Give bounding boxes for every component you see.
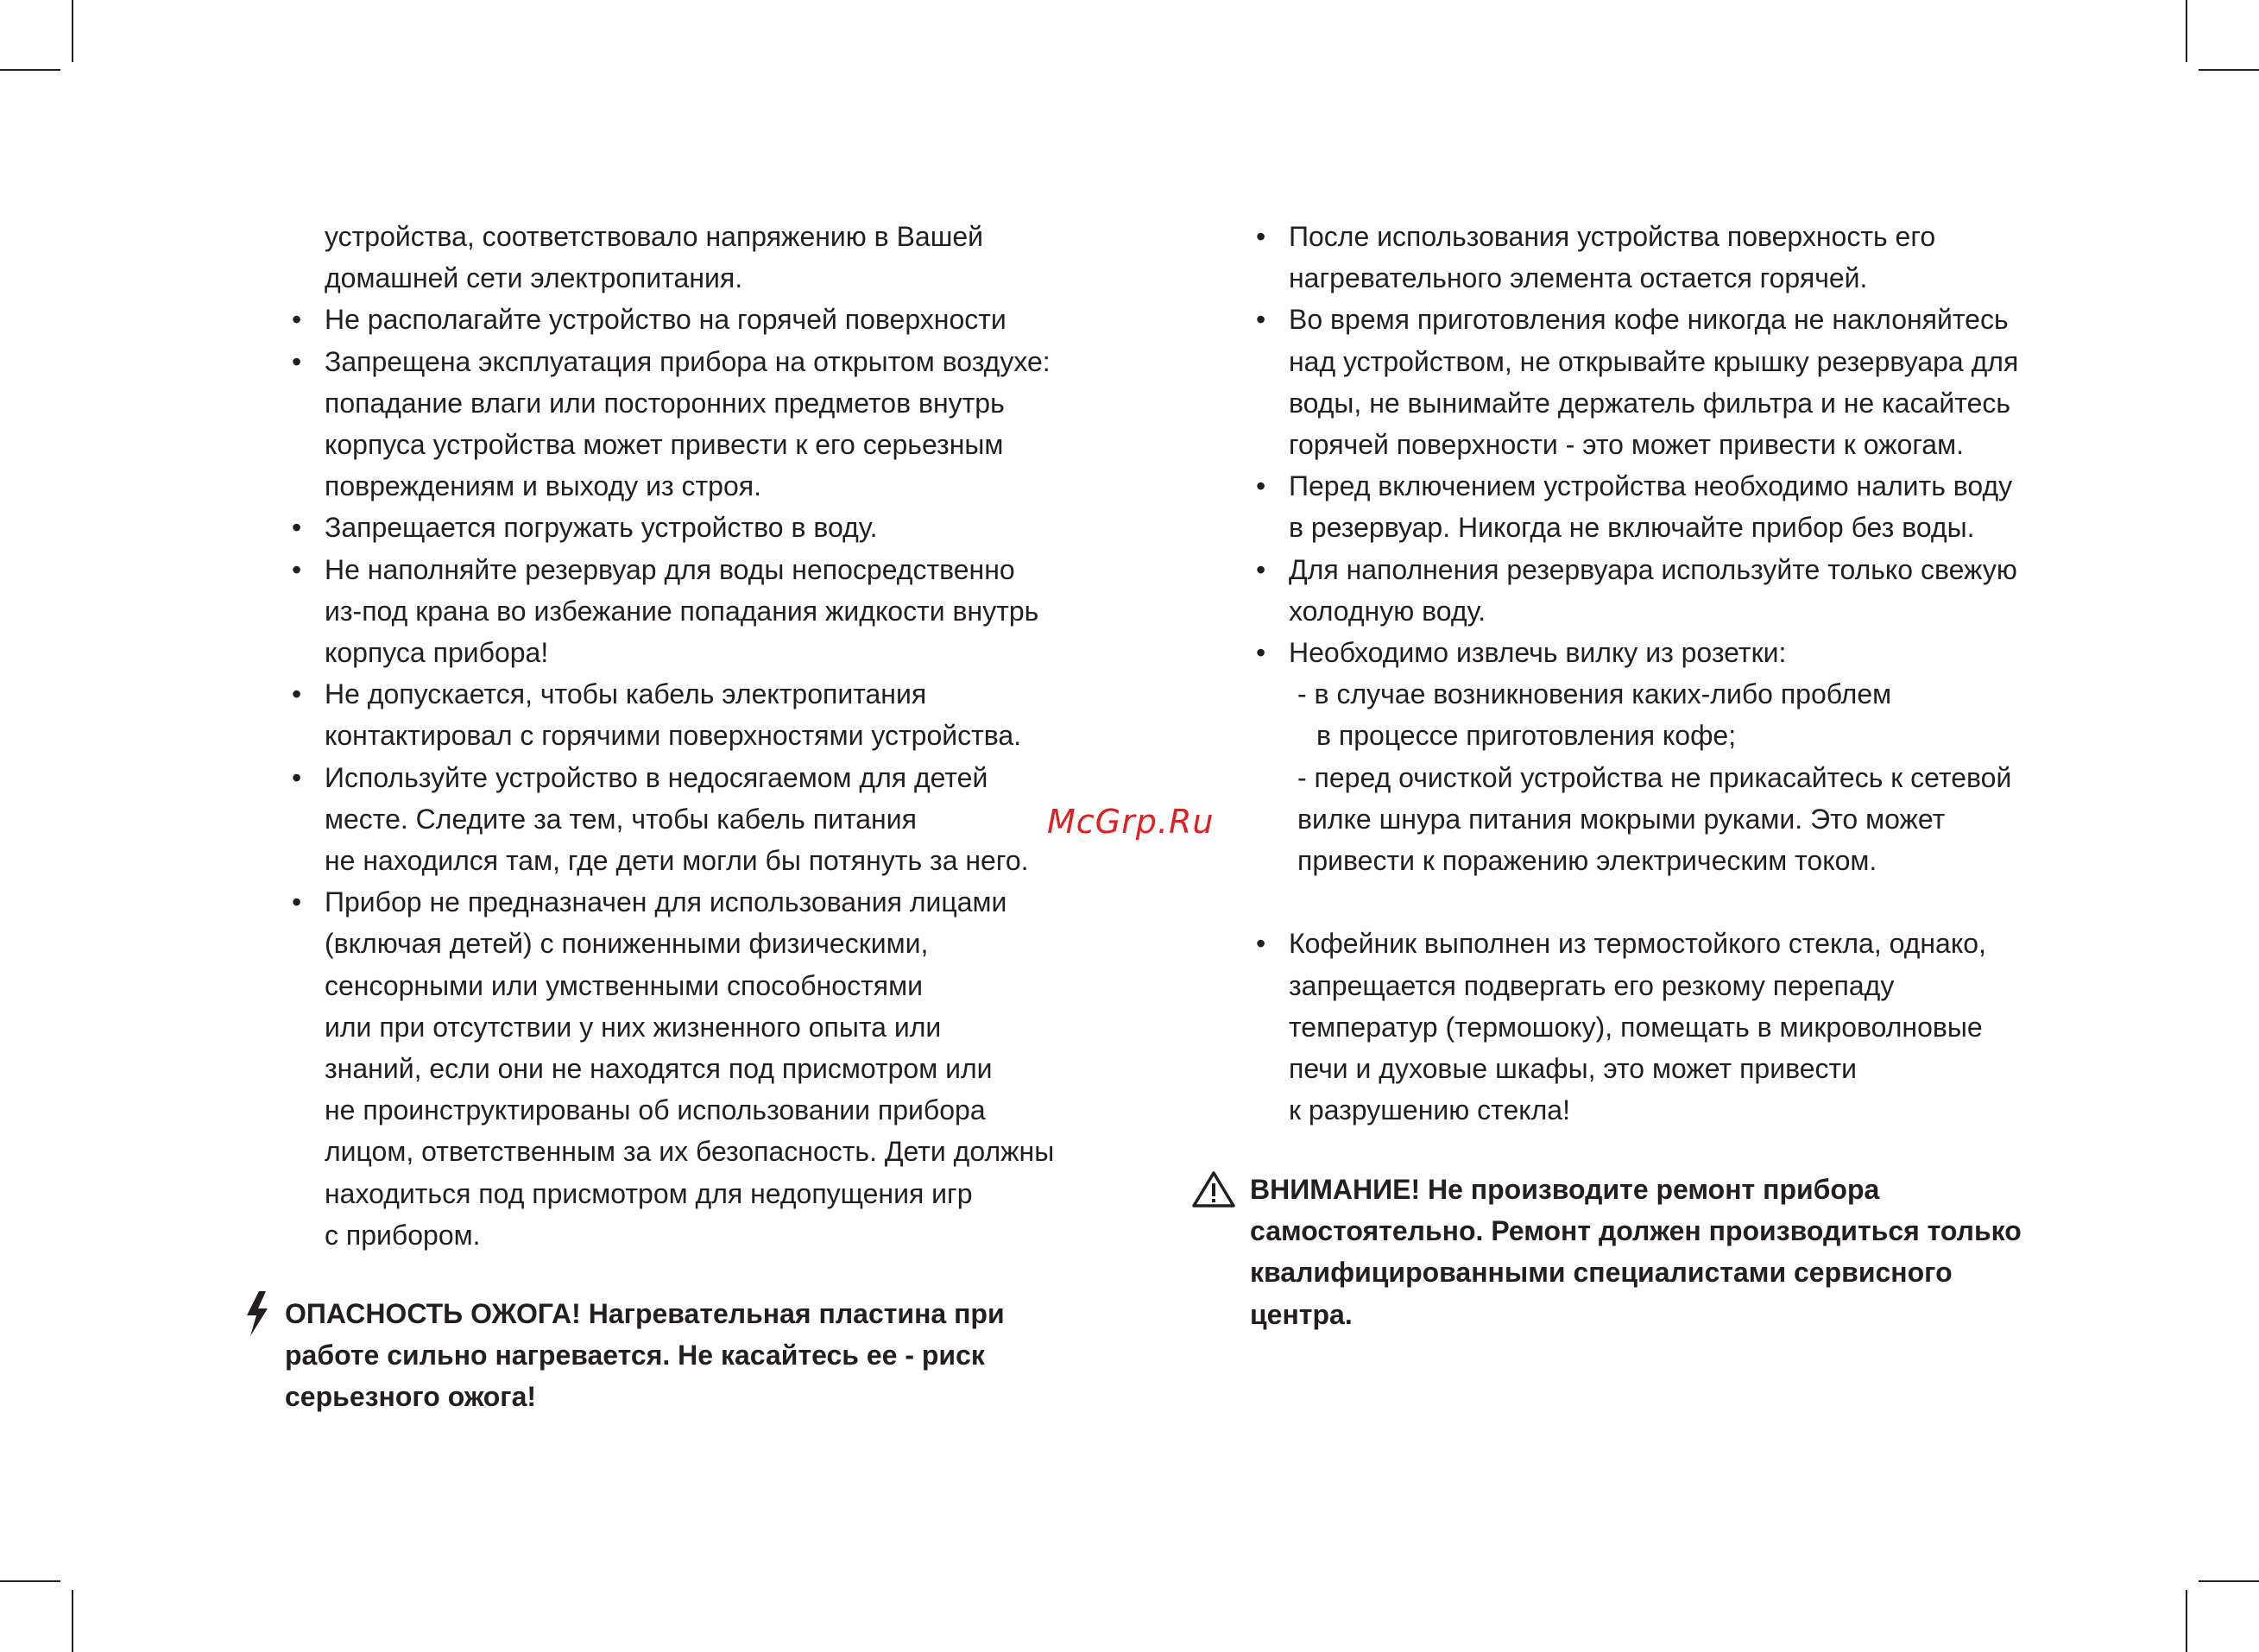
list-item-line: не проинструктированы об использовании прибора — [325, 1094, 986, 1126]
list-item-line: Используйте устройство в недосягаемом для детей — [325, 761, 988, 793]
list-item-line: в резервуар. Никогда не включайте прибор без воды. — [1289, 512, 1975, 544]
list-item — [292, 757, 1069, 882]
list-item-line: корпуса прибора! — [325, 637, 549, 669]
list-item — [292, 881, 1069, 1256]
list-item-line: над устройством, не открывайте крышку резервуара для — [1289, 345, 2019, 377]
list-item — [1256, 299, 2050, 465]
list-item — [292, 549, 1069, 674]
list-item-line: Не наполняйте резервуар для воды непосредственно — [325, 553, 1015, 585]
list-item-line: лицом, ответственным за их безопасность. Дети должны — [325, 1136, 1055, 1168]
left-column — [292, 216, 1069, 1256]
right-column — [1256, 216, 2050, 1131]
list-item-line: знаний, если они не находятся под присмотром или — [325, 1053, 993, 1085]
list-item — [1256, 216, 2050, 299]
bullet: • — [292, 761, 302, 793]
list-item — [292, 299, 1069, 340]
crop-mark-top-right-v — [2186, 0, 2187, 62]
list-item — [1256, 549, 2050, 632]
bullet: • — [1256, 928, 1266, 960]
bullet: • — [292, 512, 302, 544]
warning-notice — [1250, 1169, 2022, 1335]
list-item-line: попадание влаги или посторонних предметов внутрь — [325, 387, 1005, 419]
sub-item-line: - в случае возникновения каких-либо проблем — [1297, 678, 1892, 710]
danger-notice-line: ОПАСНОСТЬ ОЖОГА! Нагревательная пластина при — [285, 1298, 1005, 1329]
list-item-line: Не допускается, чтобы кабель электропитания — [325, 678, 927, 710]
list-item — [292, 341, 1069, 508]
list-item — [1256, 465, 2050, 548]
list-item-line: запрещается подвергать его резкому перепаду — [1289, 969, 1895, 1001]
warning-notice-line: центра. — [1250, 1298, 1353, 1330]
warning-notice-line: ВНИМАНИЕ! Не производите ремонт прибора — [1250, 1174, 1880, 1205]
bullet: • — [1256, 637, 1266, 669]
bullet: • — [1256, 553, 1266, 585]
list-item-line: Во время приготовления кофе никогда не наклоняйтесь — [1289, 304, 2009, 336]
bullet: • — [1256, 470, 1266, 502]
watermark: McGrp.Ru — [1047, 803, 1215, 841]
list-item-line: контактировал с горячими поверхностями устройства. — [325, 720, 1022, 752]
list-item-line: из-под крана во избежание попадания жидкости внутрь — [325, 595, 1039, 627]
bullet: • — [292, 304, 302, 336]
crop-mark-top-right-h — [2199, 69, 2259, 71]
list-item-line: к разрушению стекла! — [1289, 1094, 1570, 1126]
list-item — [292, 673, 1069, 756]
warning-notice-line: квалифицированными специалистами сервисного — [1250, 1257, 1953, 1289]
list-item-line: (включая детей) с пониженными физическими, — [325, 928, 929, 960]
list-item — [292, 507, 1069, 548]
spacer — [1256, 881, 2050, 923]
bullet: • — [292, 886, 302, 918]
list-item-line: холодную воду. — [1289, 595, 1486, 627]
danger-notice-line: серьезного ожога! — [285, 1381, 537, 1413]
continuation-line: домашней сети электропитания. — [325, 262, 743, 294]
crop-mark-bottom-left-h — [0, 1580, 60, 1582]
sub-item-line: вилке шнура питания мокрыми руками. Это может — [1297, 803, 1946, 835]
crop-mark-bottom-right-h — [2199, 1580, 2259, 1582]
list-item-line: находиться под присмотром для недопущения игр — [325, 1177, 973, 1209]
sub-item-line: привести к поражению электрическим током. — [1297, 845, 1877, 877]
crop-mark-top-left-v — [72, 0, 73, 62]
list-item-line: Перед включением устройства необходимо налить воду — [1289, 470, 2013, 502]
danger-notice-line: работе сильно нагревается. Не касайтесь ее - риск — [285, 1340, 985, 1371]
sub-item-line: - перед очисткой устройства не прикасайтесь к сетевой — [1297, 761, 2012, 793]
list-item-line: Не располагайте устройство на горячей поверхности — [325, 304, 1006, 336]
list-item-line: воды, не вынимайте держатель фильтра и не касайтесь — [1289, 387, 2011, 419]
list-item-line: горячей поверхности - это может привести к ожогам. — [1289, 429, 1964, 461]
list-item-line: или при отсутствии у них жизненного опыта или — [325, 1011, 942, 1043]
list-item-line: нагревательного элемента остается горячей. — [1289, 262, 1868, 294]
danger-notice — [285, 1293, 1005, 1418]
crop-mark-bottom-left-v — [72, 1590, 73, 1652]
bullet: • — [292, 345, 302, 377]
list-item — [1256, 632, 2050, 673]
bullet: • — [1256, 221, 1266, 252]
crop-mark-top-left-h — [0, 69, 60, 71]
continuation-line: устройства, соответствовало напряжению в Вашей — [325, 221, 984, 252]
list-item-line: Кофейник выполнен из термостойкого стекла, однако, — [1289, 928, 1986, 960]
list-item-line: После использования устройства поверхность его — [1289, 221, 1936, 252]
list-item-line: Прибор не предназначен для использования лицами — [325, 886, 1007, 918]
warning-triangle-icon — [1191, 1170, 1236, 1208]
list-item-line: повреждениям и выходу из строя. — [325, 470, 761, 502]
list-item-line: Для наполнения резервуара используйте только свежую — [1289, 553, 2017, 585]
list-item-line: корпуса устройства может привести к его серьезным — [325, 429, 1004, 461]
lightning-icon — [243, 1291, 271, 1336]
crop-mark-bottom-right-v — [2186, 1590, 2187, 1652]
list-item-line: не находился там, где дети могли бы потянуть за него. — [325, 845, 1029, 877]
list-item-line: Запрещается погружать устройство в воду. — [325, 512, 878, 544]
bullet: • — [292, 678, 302, 710]
bullet: • — [292, 553, 302, 585]
list-item-line: месте. Следите за тем, чтобы кабель питания — [325, 803, 917, 835]
list-item-line: температур (термошоку), помещать в микроволновые — [1289, 1011, 1983, 1043]
list-item-line: Необходимо извлечь вилку из розетки: — [1289, 637, 1787, 669]
warning-notice-line: самостоятельно. Ремонт должен производиться только — [1250, 1215, 2022, 1247]
sub-item-line: в процессе приготовления кофе; — [1316, 720, 1737, 752]
list-item-line: печи и духовые шкафы, это может привести — [1289, 1053, 1858, 1085]
bullet: • — [1256, 304, 1266, 336]
list-item-line: сенсорными или умственными способностями — [325, 969, 923, 1001]
list-item-line: Запрещена эксплуатация прибора на открытом воздухе: — [325, 345, 1051, 377]
list-item — [1256, 923, 2050, 1131]
list-item-line: с прибором. — [325, 1219, 481, 1251]
